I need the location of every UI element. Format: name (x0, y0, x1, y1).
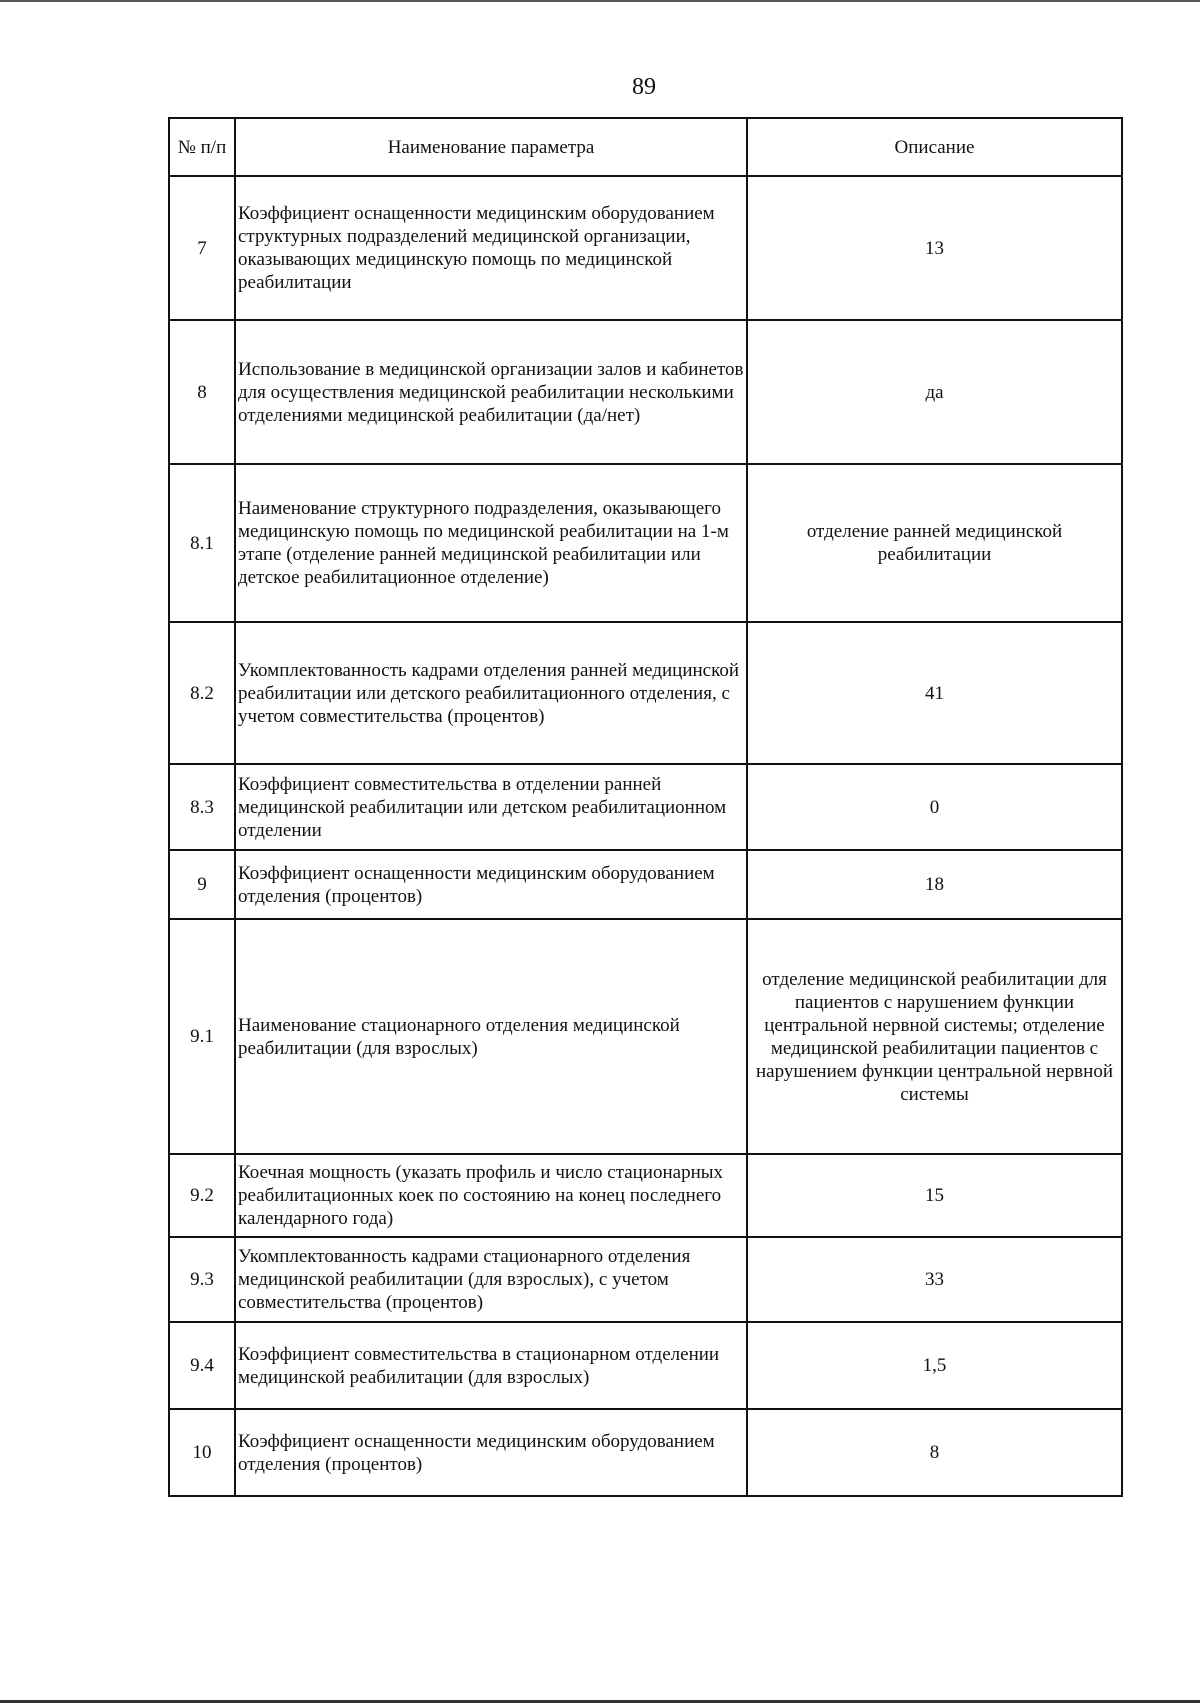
row-parameter-name: Коэффициент совместительства в стационарном отделении медицинской реабилитации (для взрослых) (235, 1322, 747, 1409)
row-parameter-name: Коэффициент оснащенности медицинским оборудованием отделения (процентов) (235, 850, 747, 919)
row-description: 8 (747, 1409, 1122, 1496)
row-parameter-name: Наименование структурного подразделения, оказывающего медицинскую помощь по медицинской реабилитации на 1-м этапе (отделение ранней медицинской реабилитации или детское реабилитационное отделение) (235, 464, 747, 622)
row-description: отделение медицинской реабилитации для пациентов с нарушением функции центральной нервной системы; отделение медицинской реабилитации пациентов с нарушением функции центральной нервной системы (747, 919, 1122, 1154)
row-parameter-name: Коэффициент оснащенности медицинским оборудованием структурных подразделений медицинской организации, оказывающих медицинскую помощь по медицинской реабилитации (235, 176, 747, 320)
row-description: 1,5 (747, 1322, 1122, 1409)
row-number: 9 (169, 850, 235, 919)
row-parameter-name: Укомплектованность кадрами стационарного отделения медицинской реабилитации (для взрослых), с учетом совместительства (процентов) (235, 1237, 747, 1322)
table-row (169, 850, 1122, 919)
page-number: 89 (632, 74, 656, 100)
table-row (169, 622, 1122, 764)
row-description: да (747, 320, 1122, 464)
row-description: 41 (747, 622, 1122, 764)
row-number: 8.2 (169, 622, 235, 764)
table-header-row (169, 118, 1122, 176)
row-number: 8.3 (169, 764, 235, 850)
table-row (169, 320, 1122, 464)
header-parameter-name: Наименование параметра (235, 118, 747, 176)
row-number: 9.4 (169, 1322, 235, 1409)
row-description: 33 (747, 1237, 1122, 1322)
row-number: 10 (169, 1409, 235, 1496)
row-number: 9.3 (169, 1237, 235, 1322)
table-row (169, 1154, 1122, 1237)
row-parameter-name: Укомплектованность кадрами отделения ранней медицинской реабилитации или детского реабилитационного отделения, с учетом совместительства (процентов) (235, 622, 747, 764)
table-row (169, 764, 1122, 850)
row-number: 8.1 (169, 464, 235, 622)
row-parameter-name: Коэффициент оснащенности медицинским оборудованием отделения (процентов) (235, 1409, 747, 1496)
table-row (169, 176, 1122, 320)
row-description: 15 (747, 1154, 1122, 1237)
parameters-table (168, 117, 1123, 1497)
row-description: 0 (747, 764, 1122, 850)
row-number: 9.2 (169, 1154, 235, 1237)
table-row (169, 919, 1122, 1154)
table-row (169, 464, 1122, 622)
header-description: Описание (747, 118, 1122, 176)
scan-edge-top (0, 0, 1200, 2)
header-number: № п/п (169, 118, 235, 176)
row-parameter-name: Коэффициент совместительства в отделении ранней медицинской реабилитации или детском реабилитационном отделении (235, 764, 747, 850)
row-parameter-name: Использование в медицинской организации залов и кабинетов для осуществления медицинской реабилитации несколькими отделениями медицинской реабилитации (да/нет) (235, 320, 747, 464)
row-number: 9.1 (169, 919, 235, 1154)
row-description: 13 (747, 176, 1122, 320)
row-description: 18 (747, 850, 1122, 919)
row-parameter-name: Коечная мощность (указать профиль и число стационарных реабилитационных коек по состоянию на конец последнего календарного года) (235, 1154, 747, 1237)
row-parameter-name: Наименование стационарного отделения медицинской реабилитации (для взрослых) (235, 919, 747, 1154)
row-number: 8 (169, 320, 235, 464)
table-row (169, 1237, 1122, 1322)
row-number: 7 (169, 176, 235, 320)
table-row (169, 1409, 1122, 1496)
row-description: отделение ранней медицинской реабилитации (747, 464, 1122, 622)
table-row (169, 1322, 1122, 1409)
